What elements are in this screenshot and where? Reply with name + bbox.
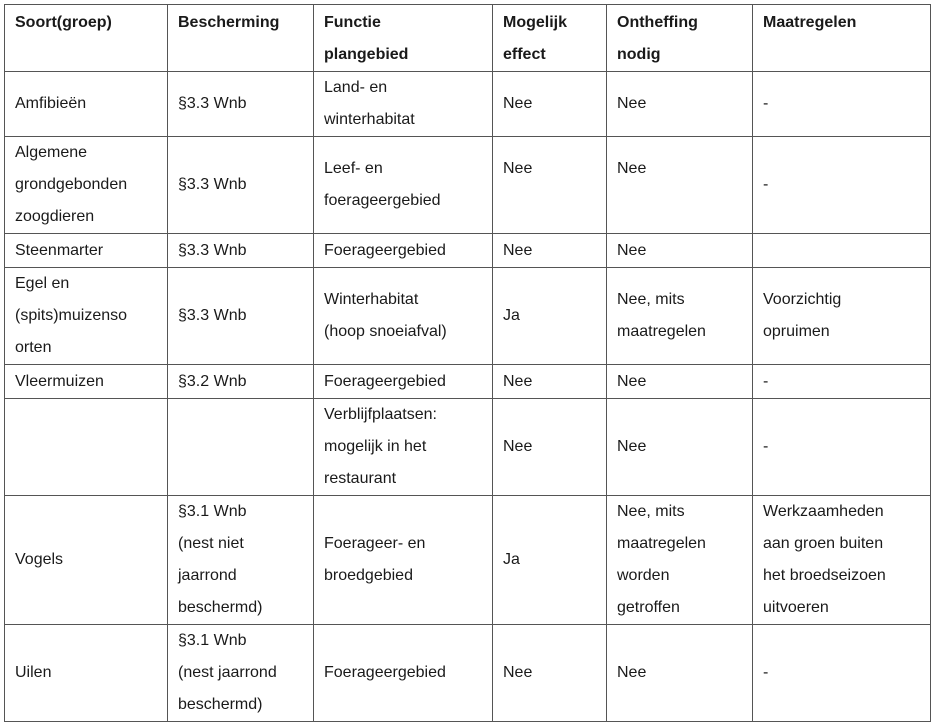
cell-maatregelen: Voorzichtig opruimen xyxy=(753,268,931,365)
cell-effect: Nee xyxy=(493,234,607,268)
cell-bescherming: §3.3 Wnb xyxy=(168,72,314,137)
cell-functie: Verblijfplaatsen: mogelijk in het restaurant xyxy=(314,399,493,496)
cell-effect: Ja xyxy=(493,496,607,625)
cell-functie: Foerageergebied xyxy=(314,365,493,399)
cell-effect: Nee xyxy=(493,399,607,496)
cell-bescherming xyxy=(168,399,314,496)
cell-maatregelen: - xyxy=(753,365,931,399)
cell-soort: Algemene grondgebonden zoogdieren xyxy=(5,137,168,234)
cell-maatregelen: - xyxy=(753,625,931,722)
cell-bescherming: §3.1 Wnb (nest niet jaarrond beschermd) xyxy=(168,496,314,625)
cell-ontheffing: Nee xyxy=(607,399,753,496)
cell-soort xyxy=(5,399,168,496)
cell-functie: Foerageergebied xyxy=(314,234,493,268)
cell-bescherming: §3.3 Wnb xyxy=(168,234,314,268)
header-mogelijk-effect: Mogelijk effect xyxy=(493,5,607,72)
cell-functie: Foerageergebied xyxy=(314,625,493,722)
cell-soort: Vleermuizen xyxy=(5,365,168,399)
table-row-uilen xyxy=(5,625,931,722)
table-row-amfibieen xyxy=(5,72,931,137)
cell-soort: Vogels xyxy=(5,496,168,625)
cell-effect: Nee xyxy=(493,365,607,399)
species-table xyxy=(4,4,931,722)
cell-bescherming: §3.1 Wnb (nest jaarrond beschermd) xyxy=(168,625,314,722)
cell-bescherming: §3.2 Wnb xyxy=(168,365,314,399)
cell-ontheffing: Nee, mits maatregelen worden getroffen xyxy=(607,496,753,625)
table-row-zoogdieren xyxy=(5,137,931,234)
cell-soort: Amfibieën xyxy=(5,72,168,137)
cell-ontheffing: Nee xyxy=(607,234,753,268)
cell-ontheffing: Nee xyxy=(607,365,753,399)
cell-ontheffing: Nee xyxy=(607,72,753,137)
cell-functie: Land- en winterhabitat xyxy=(314,72,493,137)
header-ontheffing-nodig: Ontheffing nodig xyxy=(607,5,753,72)
cell-effect: Nee xyxy=(493,72,607,137)
table-row-egel xyxy=(5,268,931,365)
cell-maatregelen: Werkzaamheden aan groen buiten het broedseizoen uitvoeren xyxy=(753,496,931,625)
table-row-vleermuizen-verblijf xyxy=(5,399,931,496)
cell-functie: Winterhabitat (hoop snoeiafval) xyxy=(314,268,493,365)
cell-maatregelen: - xyxy=(753,399,931,496)
cell-bescherming: §3.3 Wnb xyxy=(168,268,314,365)
cell-ontheffing: Nee, mits maatregelen xyxy=(607,268,753,365)
cell-bescherming: §3.3 Wnb xyxy=(168,137,314,234)
cell-ontheffing: Nee xyxy=(607,625,753,722)
cell-effect: Ja xyxy=(493,268,607,365)
table-row-steenmarter xyxy=(5,234,931,268)
header-row xyxy=(5,5,931,72)
cell-functie: Leef- en foerageergebied xyxy=(314,137,493,234)
table-row-vogels xyxy=(5,496,931,625)
table-row-vleermuizen xyxy=(5,365,931,399)
cell-ontheffing: Nee xyxy=(607,137,753,234)
cell-effect: Nee xyxy=(493,137,607,234)
header-functie-plangebied: Functie plangebied xyxy=(314,5,493,72)
cell-effect: Nee xyxy=(493,625,607,722)
cell-soort: Egel en (spits)muizenso orten xyxy=(5,268,168,365)
cell-soort: Steenmarter xyxy=(5,234,168,268)
header-bescherming: Bescherming xyxy=(168,5,314,72)
cell-soort: Uilen xyxy=(5,625,168,722)
header-maatregelen: Maatregelen xyxy=(753,5,931,72)
cell-maatregelen xyxy=(753,234,931,268)
cell-maatregelen: - xyxy=(753,72,931,137)
header-soortgroep: Soort(groep) xyxy=(5,5,168,72)
cell-maatregelen: - xyxy=(753,137,931,234)
cell-functie: Foerageer- en broedgebied xyxy=(314,496,493,625)
